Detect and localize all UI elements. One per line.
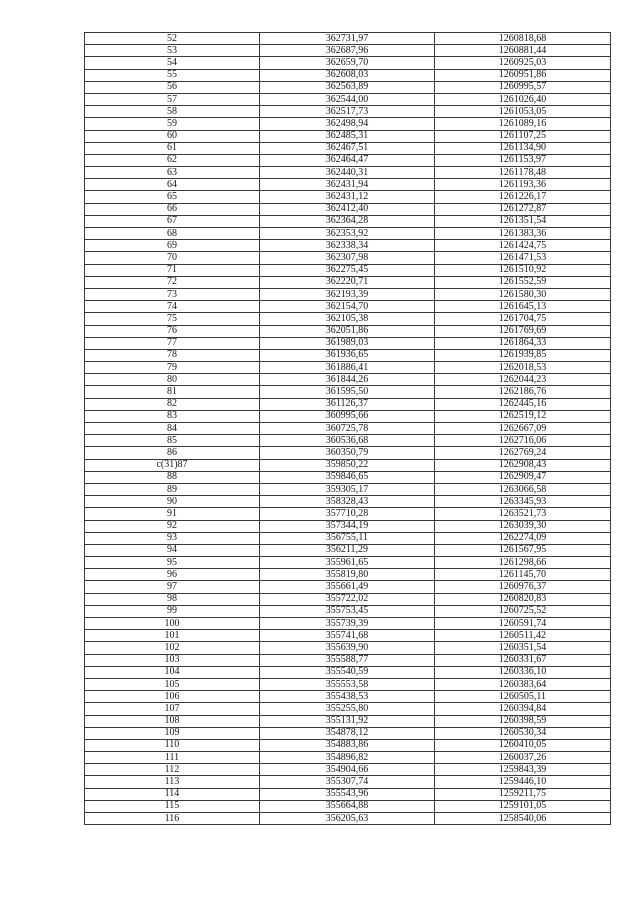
y-coordinate-cell: 1261153,97	[435, 154, 611, 166]
table-row	[85, 386, 611, 398]
x-coordinate-cell: 362467,51	[260, 142, 435, 154]
y-coordinate-cell: 1263039,30	[435, 520, 611, 532]
point-number-cell: 72	[85, 276, 260, 288]
y-coordinate-cell: 1262908,43	[435, 459, 611, 471]
table-row	[85, 81, 611, 93]
x-coordinate-cell: 362307,98	[260, 252, 435, 264]
table-row	[85, 57, 611, 69]
point-number-cell: 108	[85, 715, 260, 727]
table-row	[85, 788, 611, 800]
y-coordinate-cell: 1260725,52	[435, 605, 611, 617]
x-coordinate-cell: 362431,94	[260, 179, 435, 191]
point-number-cell: 114	[85, 788, 260, 800]
table-row	[85, 703, 611, 715]
x-coordinate-cell: 355661,49	[260, 581, 435, 593]
point-number-cell: 61	[85, 142, 260, 154]
point-number-cell: 75	[85, 313, 260, 325]
table-row	[85, 45, 611, 57]
y-coordinate-cell: 1262769,24	[435, 447, 611, 459]
point-number-cell: 103	[85, 654, 260, 666]
table-row	[85, 593, 611, 605]
x-coordinate-cell: 362731,97	[260, 33, 435, 45]
table-row	[85, 423, 611, 435]
table-body	[85, 33, 611, 825]
point-number-cell: 110	[85, 739, 260, 751]
x-coordinate-cell: 359846,65	[260, 471, 435, 483]
table-row	[85, 240, 611, 252]
table-row	[85, 727, 611, 739]
point-number-cell: 94	[85, 544, 260, 556]
point-number-cell: 99	[85, 605, 260, 617]
table-row	[85, 544, 611, 556]
table-row	[85, 605, 611, 617]
table-row	[85, 483, 611, 495]
y-coordinate-cell: 1260818,68	[435, 33, 611, 45]
x-coordinate-cell: 362105,38	[260, 313, 435, 325]
x-coordinate-cell: 355739,39	[260, 618, 435, 630]
x-coordinate-cell: 361595,50	[260, 386, 435, 398]
point-number-cell: 100	[85, 618, 260, 630]
x-coordinate-cell: 362485,31	[260, 130, 435, 142]
table-row	[85, 106, 611, 118]
y-coordinate-cell: 1260881,44	[435, 45, 611, 57]
point-number-cell: 102	[85, 642, 260, 654]
x-coordinate-cell: 362338,34	[260, 240, 435, 252]
point-number-cell: 74	[85, 301, 260, 313]
y-coordinate-cell: 1259446,10	[435, 776, 611, 788]
table-row	[85, 167, 611, 179]
table-row	[85, 130, 611, 142]
x-coordinate-cell: 361989,03	[260, 337, 435, 349]
y-coordinate-cell: 1262044,23	[435, 374, 611, 386]
x-coordinate-cell: 361886,41	[260, 362, 435, 374]
y-coordinate-cell: 1262667,09	[435, 423, 611, 435]
y-coordinate-cell: 1263066,58	[435, 483, 611, 495]
point-number-cell: 64	[85, 179, 260, 191]
point-number-cell: 53	[85, 45, 260, 57]
table-row	[85, 215, 611, 227]
x-coordinate-cell: 358328,43	[260, 496, 435, 508]
point-number-cell: 97	[85, 581, 260, 593]
x-coordinate-cell: 356211,29	[260, 544, 435, 556]
y-coordinate-cell: 1261552,59	[435, 276, 611, 288]
table-row	[85, 435, 611, 447]
point-number-cell: 92	[85, 520, 260, 532]
table-row	[85, 691, 611, 703]
coordinates-table	[84, 32, 611, 825]
x-coordinate-cell: 355588,77	[260, 654, 435, 666]
point-number-cell: 56	[85, 81, 260, 93]
point-number-cell: 71	[85, 264, 260, 276]
table-row	[85, 532, 611, 544]
x-coordinate-cell: 362517,73	[260, 106, 435, 118]
point-number-cell: 112	[85, 764, 260, 776]
point-number-cell: 55	[85, 69, 260, 81]
point-number-cell: 109	[85, 727, 260, 739]
y-coordinate-cell: 1258540,06	[435, 813, 611, 825]
table-row	[85, 496, 611, 508]
point-number-cell: 58	[85, 106, 260, 118]
table-row	[85, 93, 611, 105]
x-coordinate-cell: 361936,65	[260, 349, 435, 361]
table-row	[85, 739, 611, 751]
table-row	[85, 374, 611, 386]
y-coordinate-cell: 1261193,36	[435, 179, 611, 191]
y-coordinate-cell: 1261864,33	[435, 337, 611, 349]
table-row	[85, 459, 611, 471]
y-coordinate-cell: 1262909,47	[435, 471, 611, 483]
y-coordinate-cell: 1260925,03	[435, 57, 611, 69]
y-coordinate-cell: 1261107,25	[435, 130, 611, 142]
x-coordinate-cell: 362051,86	[260, 325, 435, 337]
y-coordinate-cell: 1260336,10	[435, 666, 611, 678]
y-coordinate-cell: 1260995,57	[435, 81, 611, 93]
y-coordinate-cell: 1260976,37	[435, 581, 611, 593]
y-coordinate-cell: 1261645,13	[435, 301, 611, 313]
y-coordinate-cell: 1261272,87	[435, 203, 611, 215]
point-number-cell: 95	[85, 557, 260, 569]
table-row	[85, 654, 611, 666]
x-coordinate-cell: 355255,80	[260, 703, 435, 715]
y-coordinate-cell: 1262274,09	[435, 532, 611, 544]
point-number-cell: 85	[85, 435, 260, 447]
y-coordinate-cell: 1263521,73	[435, 508, 611, 520]
x-coordinate-cell: 354904,66	[260, 764, 435, 776]
point-number-cell: 79	[85, 362, 260, 374]
y-coordinate-cell: 1261580,30	[435, 288, 611, 300]
x-coordinate-cell: 355753,45	[260, 605, 435, 617]
y-coordinate-cell: 1260591,74	[435, 618, 611, 630]
table-row	[85, 678, 611, 690]
x-coordinate-cell: 355540,59	[260, 666, 435, 678]
table-row	[85, 203, 611, 215]
y-coordinate-cell: 1260511,42	[435, 630, 611, 642]
x-coordinate-cell: 360350,79	[260, 447, 435, 459]
table-row	[85, 410, 611, 422]
x-coordinate-cell: 355438,53	[260, 691, 435, 703]
x-coordinate-cell: 355553,58	[260, 678, 435, 690]
point-number-cell: 77	[85, 337, 260, 349]
point-number-cell: 65	[85, 191, 260, 203]
y-coordinate-cell: 1260383,64	[435, 678, 611, 690]
table-row	[85, 69, 611, 81]
point-number-cell: 68	[85, 228, 260, 240]
x-coordinate-cell: 361126,37	[260, 398, 435, 410]
point-number-cell: 111	[85, 752, 260, 764]
table-row	[85, 569, 611, 581]
x-coordinate-cell: 354883,86	[260, 739, 435, 751]
x-coordinate-cell: 357710,28	[260, 508, 435, 520]
x-coordinate-cell: 362220,71	[260, 276, 435, 288]
point-number-cell: 101	[85, 630, 260, 642]
y-coordinate-cell: 1259101,05	[435, 800, 611, 812]
y-coordinate-cell: 1260530,34	[435, 727, 611, 739]
y-coordinate-cell: 1261471,53	[435, 252, 611, 264]
y-coordinate-cell: 1260398,59	[435, 715, 611, 727]
point-number-cell: 93	[85, 532, 260, 544]
table-row	[85, 666, 611, 678]
table-row	[85, 349, 611, 361]
y-coordinate-cell: 1262186,76	[435, 386, 611, 398]
point-number-cell: 67	[85, 215, 260, 227]
point-number-cell: 57	[85, 93, 260, 105]
point-number-cell: 76	[85, 325, 260, 337]
x-coordinate-cell: 362193,39	[260, 288, 435, 300]
table-row	[85, 630, 611, 642]
point-number-cell: 69	[85, 240, 260, 252]
point-number-cell: 70	[85, 252, 260, 264]
point-number-cell: 88	[85, 471, 260, 483]
x-coordinate-cell: 355664,88	[260, 800, 435, 812]
y-coordinate-cell: 1260505,11	[435, 691, 611, 703]
table-row	[85, 337, 611, 349]
y-coordinate-cell: 1260331,67	[435, 654, 611, 666]
table-row	[85, 581, 611, 593]
y-coordinate-cell: 1259843,39	[435, 764, 611, 776]
x-coordinate-cell: 354878,12	[260, 727, 435, 739]
table-row	[85, 228, 611, 240]
y-coordinate-cell: 1261226,17	[435, 191, 611, 203]
y-coordinate-cell: 1260351,54	[435, 642, 611, 654]
point-number-cell: 83	[85, 410, 260, 422]
point-number-cell: 91	[85, 508, 260, 520]
x-coordinate-cell: 356755,11	[260, 532, 435, 544]
table-row	[85, 618, 611, 630]
point-number-cell: 104	[85, 666, 260, 678]
point-number-cell: c(31)87	[85, 459, 260, 471]
point-number-cell: 59	[85, 118, 260, 130]
table-row	[85, 276, 611, 288]
point-number-cell: 82	[85, 398, 260, 410]
y-coordinate-cell: 1261089,16	[435, 118, 611, 130]
table-row	[85, 508, 611, 520]
x-coordinate-cell: 357344,19	[260, 520, 435, 532]
x-coordinate-cell: 355543,96	[260, 788, 435, 800]
x-coordinate-cell: 361844,26	[260, 374, 435, 386]
table-row	[85, 520, 611, 532]
point-number-cell: 96	[85, 569, 260, 581]
point-number-cell: 106	[85, 691, 260, 703]
y-coordinate-cell: 1261383,36	[435, 228, 611, 240]
table-row	[85, 288, 611, 300]
x-coordinate-cell: 355307,74	[260, 776, 435, 788]
y-coordinate-cell: 1260820,83	[435, 593, 611, 605]
y-coordinate-cell: 1260037,26	[435, 752, 611, 764]
point-number-cell: 116	[85, 813, 260, 825]
table-row	[85, 642, 611, 654]
table-row	[85, 398, 611, 410]
x-coordinate-cell: 355639,90	[260, 642, 435, 654]
x-coordinate-cell: 362412,40	[260, 203, 435, 215]
point-number-cell: 63	[85, 167, 260, 179]
point-number-cell: 80	[85, 374, 260, 386]
point-number-cell: 62	[85, 154, 260, 166]
y-coordinate-cell: 1261351,54	[435, 215, 611, 227]
y-coordinate-cell: 1261424,75	[435, 240, 611, 252]
x-coordinate-cell: 362608,03	[260, 69, 435, 81]
table-row	[85, 764, 611, 776]
x-coordinate-cell: 355819,80	[260, 569, 435, 581]
point-number-cell: 89	[85, 483, 260, 495]
point-number-cell: 66	[85, 203, 260, 215]
table-row	[85, 118, 611, 130]
x-coordinate-cell: 362353,92	[260, 228, 435, 240]
point-number-cell: 78	[85, 349, 260, 361]
table-row	[85, 447, 611, 459]
point-number-cell: 84	[85, 423, 260, 435]
x-coordinate-cell: 360536,68	[260, 435, 435, 447]
y-coordinate-cell: 1262018,53	[435, 362, 611, 374]
y-coordinate-cell: 1260410,05	[435, 739, 611, 751]
y-coordinate-cell: 1261704,75	[435, 313, 611, 325]
x-coordinate-cell: 362544,00	[260, 93, 435, 105]
y-coordinate-cell: 1261145,70	[435, 569, 611, 581]
table-row	[85, 557, 611, 569]
document-page	[84, 32, 610, 825]
x-coordinate-cell: 362498,94	[260, 118, 435, 130]
point-number-cell: 90	[85, 496, 260, 508]
y-coordinate-cell: 1261510,92	[435, 264, 611, 276]
y-coordinate-cell: 1261053,05	[435, 106, 611, 118]
x-coordinate-cell: 362464,47	[260, 154, 435, 166]
y-coordinate-cell: 1262445,16	[435, 398, 611, 410]
table-row	[85, 715, 611, 727]
table-row	[85, 252, 611, 264]
y-coordinate-cell: 1261769,69	[435, 325, 611, 337]
x-coordinate-cell: 355131,92	[260, 715, 435, 727]
x-coordinate-cell: 362364,28	[260, 215, 435, 227]
table-row	[85, 179, 611, 191]
table-row	[85, 313, 611, 325]
x-coordinate-cell: 362440,31	[260, 167, 435, 179]
x-coordinate-cell: 356205,63	[260, 813, 435, 825]
table-row	[85, 264, 611, 276]
point-number-cell: 81	[85, 386, 260, 398]
x-coordinate-cell: 362687,96	[260, 45, 435, 57]
x-coordinate-cell: 360995,66	[260, 410, 435, 422]
table-row	[85, 471, 611, 483]
x-coordinate-cell: 359850,22	[260, 459, 435, 471]
point-number-cell: 107	[85, 703, 260, 715]
y-coordinate-cell: 1259211,75	[435, 788, 611, 800]
x-coordinate-cell: 359305,17	[260, 483, 435, 495]
table-row	[85, 752, 611, 764]
point-number-cell: 115	[85, 800, 260, 812]
x-coordinate-cell: 354896,82	[260, 752, 435, 764]
y-coordinate-cell: 1260951,86	[435, 69, 611, 81]
table-row	[85, 325, 611, 337]
y-coordinate-cell: 1262716,06	[435, 435, 611, 447]
point-number-cell: 98	[85, 593, 260, 605]
point-number-cell: 54	[85, 57, 260, 69]
table-row	[85, 191, 611, 203]
point-number-cell: 52	[85, 33, 260, 45]
point-number-cell: 105	[85, 678, 260, 690]
x-coordinate-cell: 355722,02	[260, 593, 435, 605]
y-coordinate-cell: 1261939,85	[435, 349, 611, 361]
point-number-cell: 113	[85, 776, 260, 788]
x-coordinate-cell: 355741,68	[260, 630, 435, 642]
table-row	[85, 362, 611, 374]
table-row	[85, 142, 611, 154]
y-coordinate-cell: 1261026,40	[435, 93, 611, 105]
y-coordinate-cell: 1263345,93	[435, 496, 611, 508]
table-row	[85, 776, 611, 788]
y-coordinate-cell: 1262519,12	[435, 410, 611, 422]
x-coordinate-cell: 362563,89	[260, 81, 435, 93]
x-coordinate-cell: 362431,12	[260, 191, 435, 203]
table-row	[85, 800, 611, 812]
x-coordinate-cell: 360725,78	[260, 423, 435, 435]
x-coordinate-cell: 362154,70	[260, 301, 435, 313]
x-coordinate-cell: 362275,45	[260, 264, 435, 276]
table-row	[85, 33, 611, 45]
table-row	[85, 813, 611, 825]
y-coordinate-cell: 1261298,66	[435, 557, 611, 569]
table-row	[85, 301, 611, 313]
y-coordinate-cell: 1261178,48	[435, 167, 611, 179]
x-coordinate-cell: 355961,65	[260, 557, 435, 569]
y-coordinate-cell: 1260394,84	[435, 703, 611, 715]
point-number-cell: 86	[85, 447, 260, 459]
x-coordinate-cell: 362659,70	[260, 57, 435, 69]
y-coordinate-cell: 1261134,90	[435, 142, 611, 154]
point-number-cell: 60	[85, 130, 260, 142]
table-row	[85, 154, 611, 166]
point-number-cell: 73	[85, 288, 260, 300]
y-coordinate-cell: 1261567,95	[435, 544, 611, 556]
